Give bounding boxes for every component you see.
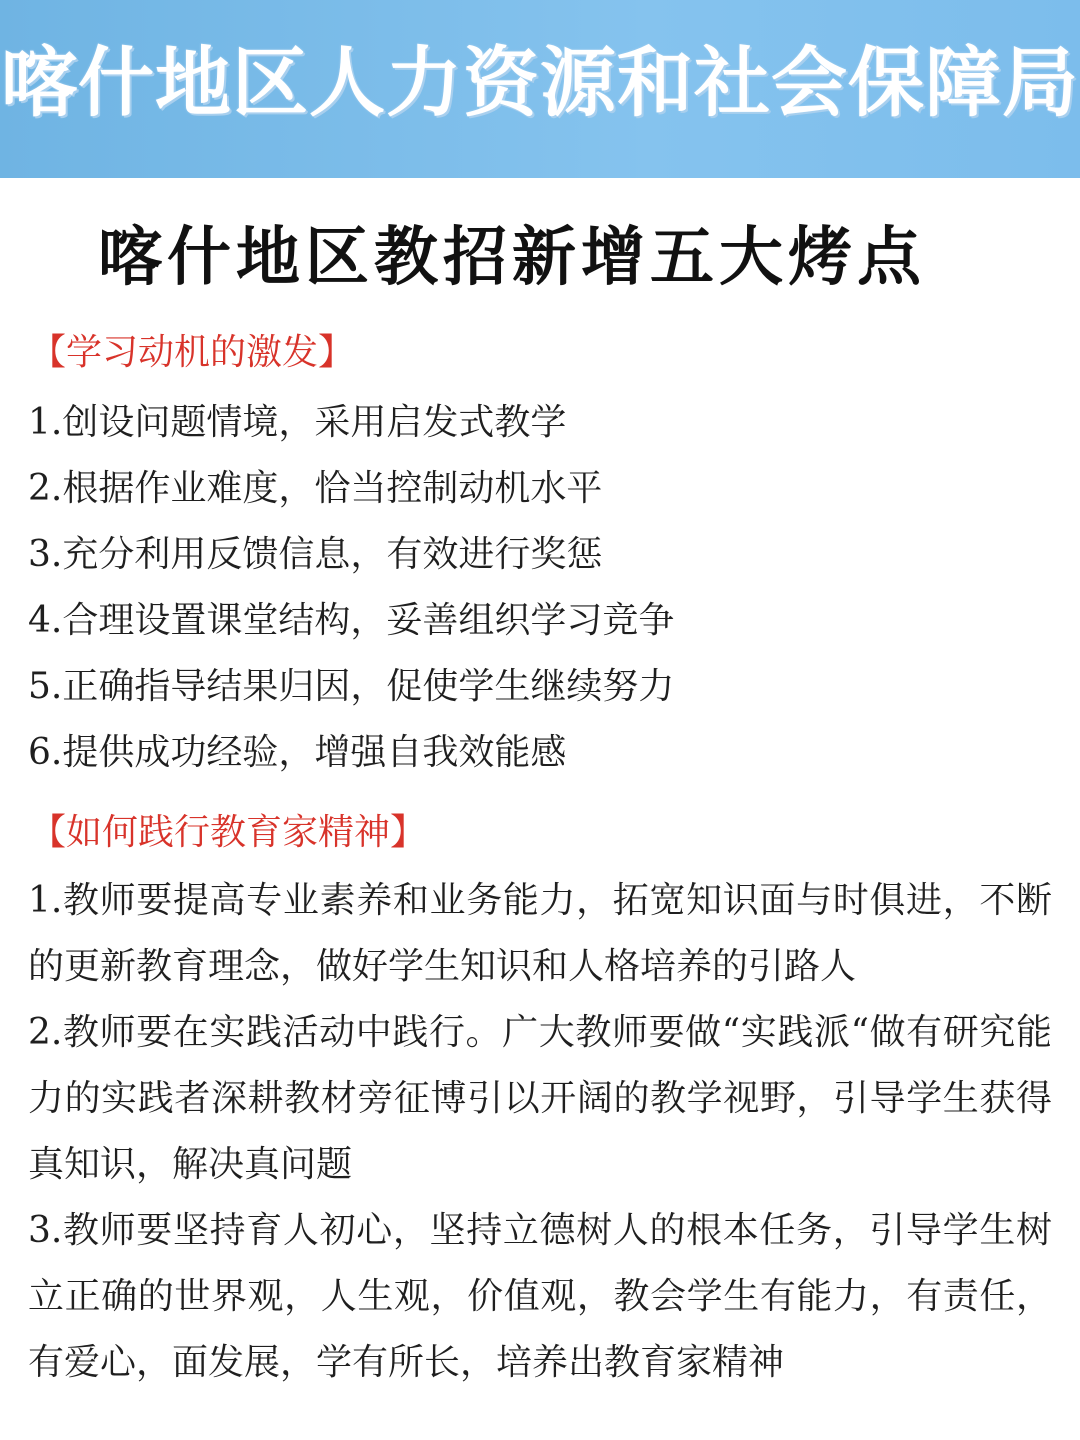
paragraph-item: 2.教师要在实践活动中践行。广大教师要做“实践派“做有研究能力的实践者深耕教材旁征博引以开阔的教学视野，引导学生获得真知识，解决真问题 <box>28 1012 1052 1185</box>
list-item: 6.提供成功经验，增强自我效能感 <box>28 732 567 773</box>
header-banner <box>0 0 1080 178</box>
page-title: 喀什地区教招新增五大烤点 <box>98 221 926 295</box>
banner-title: 喀什地区人力资源和社会保障局 <box>1 38 1079 127</box>
section-heading-educator-spirit: 【如何践行教育家精神】 <box>30 812 427 853</box>
section-heading-motivation: 【学习动机的激发】 <box>30 332 355 373</box>
list-item: 1.创设问题情境，采用启发式教学 <box>28 402 567 443</box>
paragraph-item: 3.教师要坚持育人初心，坚持立德树人的根本任务，引导学生树立正确的世界观，人生观，价值观，教会学生有能力，有责任，有爱心，面发展，学有所长，培养出教育家精神 <box>28 1210 1052 1383</box>
paragraph-item: 1.教师要提高专业素养和业务能力，拓宽知识面与时俱进，不断的更新教育理念，做好学生知识和人格培养的引路人 <box>28 880 1052 987</box>
list-item: 4.合理设置课堂结构，妥善组织学习竞争 <box>28 600 675 641</box>
list-item: 5.正确指导结果归因，促使学生继续努力 <box>28 666 675 707</box>
list-item: 2.根据作业难度，恰当控制动机水平 <box>28 468 603 509</box>
list-item: 3.充分利用反馈信息，有效进行奖惩 <box>28 534 603 575</box>
